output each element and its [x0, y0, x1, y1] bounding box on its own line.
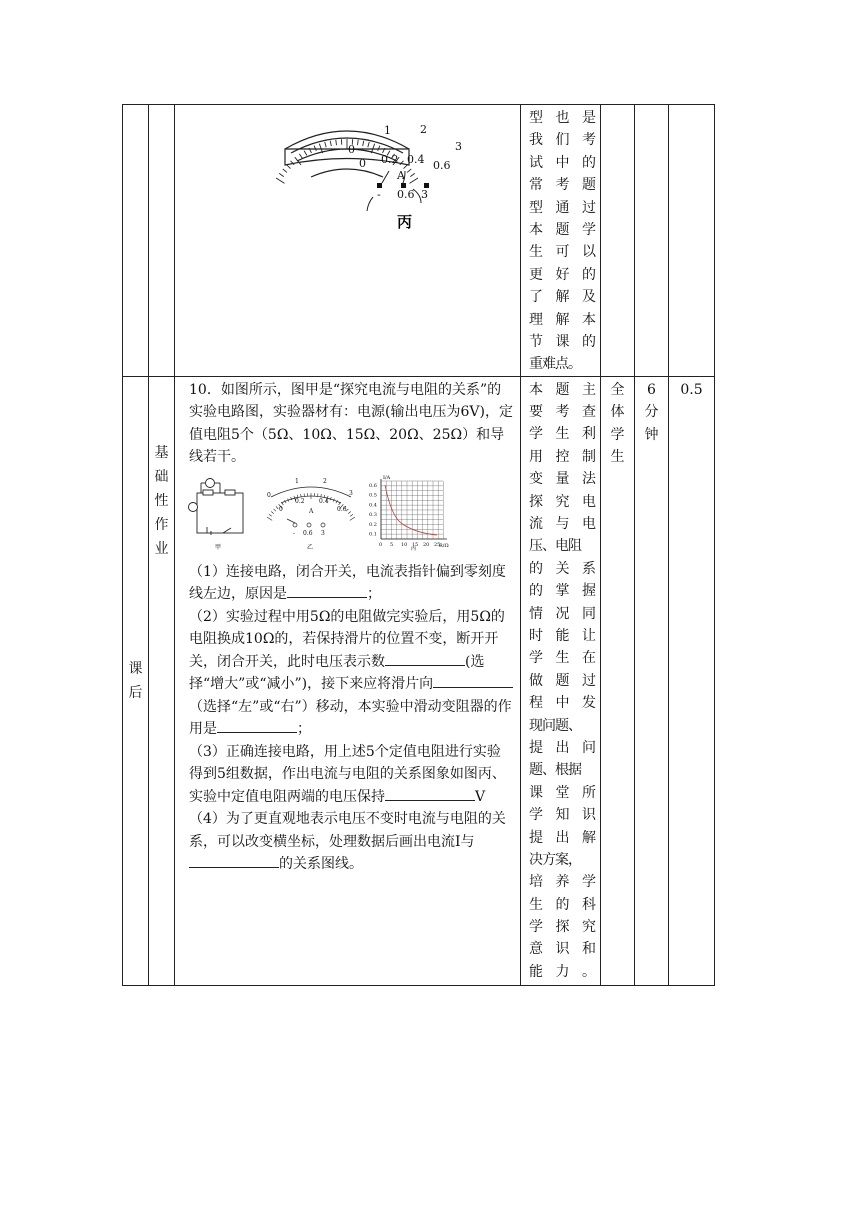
scale-tick: [409, 178, 417, 183]
intent-lower-line-19: 学 知 识: [529, 807, 596, 824]
intent-lower-line-5: 探 究 电: [529, 493, 596, 510]
intent-upper-line-11: 重难点。: [529, 356, 581, 373]
graph-x-tick: 5: [390, 541, 394, 548]
stage-cell-empty: [123, 105, 149, 377]
unit-label: A: [397, 169, 405, 182]
intent-text-lower: [529, 379, 596, 984]
q2-blank-1[interactable]: [385, 651, 465, 666]
time-char-2: 钟: [644, 426, 659, 443]
mini-terminal-0-6: 0.6: [303, 529, 313, 537]
scale-bottom-1: 0.2: [381, 153, 399, 166]
intent-lower-line-8: 的 关 系: [529, 560, 596, 577]
graph-y-tick: 0.4: [369, 502, 377, 509]
intent-lower-line-26: 能 力 。: [529, 963, 596, 980]
graph-y-tick: 0.6: [369, 482, 377, 489]
intent-lower-line-7: 压、电阻: [529, 538, 581, 555]
figure-caption-bing: 丙: [397, 213, 413, 231]
question-4: [183, 808, 514, 876]
mini-top-2: 2: [323, 477, 327, 485]
scale-tick: [276, 506, 278, 508]
mini-top-1: 1: [295, 477, 299, 485]
scale-tick: [407, 169, 411, 173]
scale-top-0: 0: [348, 143, 355, 156]
terminal-3: 3: [421, 188, 428, 201]
graph-y-label: I/A: [383, 474, 391, 481]
intent-lower-line-13: 做 题 过: [529, 672, 596, 689]
intent-lower-line-0: 本 题 主: [529, 381, 596, 398]
scale-tick: [336, 140, 337, 145]
scale-tick: [276, 178, 284, 183]
intent-cell-lower: [521, 376, 601, 985]
graph-y-tick: 0.5: [369, 492, 377, 499]
q3-blank[interactable]: [385, 786, 475, 801]
scale-tick: [274, 509, 276, 511]
q4-blank[interactable]: [189, 853, 279, 868]
ammeter-figure: [175, 105, 521, 245]
intent-lower-line-23: 生 的 科: [529, 896, 596, 913]
intent-upper-line-7: 更 好 的: [529, 266, 596, 283]
intent-lower-line-3: 用 控 制: [529, 448, 596, 465]
q3-text: （3）正确连接电路，用上述5个定值电阻进行实验得到5组数据，作出电流与电阻的关系图象如图丙、实验中定值电阻两端的电压保持: [189, 743, 506, 805]
graph-x-tick: 0: [379, 541, 383, 548]
intent-lower-line-9: 的 掌 握: [529, 583, 596, 600]
sub-char-2: 性: [154, 492, 169, 509]
q1-end: ；: [367, 586, 381, 603]
scale-tick: [267, 517, 272, 520]
scale-tick: [368, 142, 369, 147]
terminal-minus: -: [377, 188, 381, 201]
mini-bottom-3: 0.6: [337, 505, 347, 513]
intent-upper-line-1: 我 们 考: [529, 132, 596, 149]
scale-tick: [330, 141, 331, 146]
intent-upper-line-0: 型 也 是: [529, 110, 596, 126]
scale-tick: [350, 517, 355, 520]
intent-upper-line-4: 型 通 过: [529, 199, 596, 216]
scale-tick: [286, 165, 290, 169]
lesson-plan-table: [122, 104, 715, 986]
intent-upper-line-10: 节 课 的: [529, 333, 596, 350]
question-1: [183, 561, 514, 606]
target-char-2: 学: [610, 426, 625, 443]
q1-blank[interactable]: [287, 583, 367, 598]
mini-terminal-3: 3: [321, 529, 325, 537]
time-cell: [635, 376, 669, 985]
intent-lower-line-25: 意 识 和: [529, 941, 596, 958]
sub-char-3: 作: [154, 516, 169, 533]
scale-tick: [271, 511, 274, 513]
graph-y-tick: 0.3: [369, 511, 377, 518]
terminal-0-6: 0.6: [397, 188, 415, 201]
scale-tick: [410, 173, 414, 176]
intent-upper-line-2: 试 中 的: [529, 154, 596, 171]
target-char-0: 全: [610, 381, 625, 398]
q1-text: （1）连接电路，闭合开关，电流表指针偏到零刻度线左边，原因是: [189, 563, 506, 603]
mini-terminal-minus: -: [293, 529, 296, 537]
q2-blank-3[interactable]: [217, 718, 297, 733]
score-value: 0.5: [680, 381, 703, 398]
intent-text-upper: [529, 107, 596, 376]
time-cell-empty: [635, 105, 669, 377]
table-row-lower: [123, 376, 715, 985]
scale-top-1: 1: [384, 124, 391, 137]
intent-upper-line-3: 常 考 题: [529, 177, 596, 194]
target-cell: [601, 376, 635, 985]
scale-tick: [269, 514, 272, 516]
time-char-0: 6: [647, 381, 656, 398]
graph-x-tick: 10: [401, 541, 408, 548]
intent-lower-line-10: 情 况 同: [529, 605, 596, 622]
intent-lower-line-1: 要 考 查: [529, 404, 596, 421]
stage-char-0: 课: [128, 660, 143, 677]
intent-lower-line-15: 现问题、: [529, 717, 581, 734]
intent-upper-line-6: 生 可 以: [529, 244, 596, 261]
scale-tick: [348, 511, 351, 513]
question-2: [183, 606, 514, 741]
figure-caption-jia: 甲: [215, 543, 222, 551]
mini-bottom-0: 0: [279, 505, 283, 513]
stage-char-1: 后: [128, 684, 143, 701]
scale-tick: [325, 142, 326, 147]
intent-upper-line-5: 本 题 学: [529, 221, 596, 238]
question-intro: 10．如图所示，图甲是“探究电流与电阻的关系”的实验电路图，实验器材有：电源(输出电压为6V)，定值电阻5个（5Ω、10Ω、15Ω、20Ω、25Ω）和导线若干。: [189, 381, 513, 466]
scale-top-3: 3: [455, 140, 462, 153]
ammeter-mini: [265, 475, 357, 551]
mini-bottom-1: 0.2: [295, 497, 305, 505]
intent-lower-line-12: 学 生 在: [529, 650, 596, 667]
scale-bottom-0: 0: [359, 157, 366, 170]
circuit-diagram: [185, 475, 255, 551]
sub-category-cell: [149, 376, 175, 985]
intent-lower-line-17: 题、根据: [529, 762, 581, 779]
intent-lower-line-22: 培 养 学: [529, 874, 596, 891]
intent-lower-line-14: 程 中 发: [529, 695, 596, 712]
q2-text-a: （2）实验过程中用5Ω的电阻做完实验后，用5Ω的电阻换成10Ω的，若保持滑片的位置不变，断开开关，闭合开关，此时电压表示数: [189, 608, 505, 670]
question-cell: [175, 376, 521, 985]
sub-cell-empty: [149, 105, 175, 377]
intent-lower-line-24: 学 探 究: [529, 919, 596, 936]
graph-x-label: R/Ω: [439, 542, 449, 549]
scale-bottom-3: 0.6: [433, 159, 451, 172]
mini-top-3: 3: [349, 489, 353, 497]
q4-text: （4）为了更直观地表示电压不变时电流与电阻的关系，可以改变横坐标，处理数据后画出电流I与: [189, 811, 506, 850]
scale-tick: [350, 514, 353, 516]
intent-lower-line-2: 学 生 利: [529, 426, 596, 443]
graph-y-tick: 0.1: [369, 531, 377, 538]
q2-text-d: ；: [297, 721, 311, 738]
scale-tick: [283, 169, 287, 173]
sub-char-0: 基: [154, 444, 169, 461]
target-char-1: 体: [610, 404, 625, 421]
mini-bottom-2: 0.4: [319, 497, 329, 505]
mini-unit: A: [309, 507, 314, 515]
q3-unit: V: [475, 788, 486, 805]
graph-x-tick: 25: [434, 541, 441, 548]
question-figures: [183, 475, 514, 551]
scale-tick: [279, 173, 283, 176]
intent-upper-line-9: 理 解 本: [529, 311, 596, 328]
intent-lower-line-11: 时 能 让: [529, 627, 596, 644]
q4-end: 的关系图线。: [279, 856, 363, 873]
sub-char-1: 础: [154, 468, 169, 485]
target-char-3: 生: [610, 449, 625, 466]
question-3: [183, 741, 514, 809]
scale-tick: [363, 141, 364, 146]
mini-top-0: 0: [267, 491, 271, 499]
scale-top-2: 2: [420, 123, 427, 136]
intent-cell-upper: [521, 105, 601, 377]
intent-lower-line-20: 提 出 解: [529, 829, 596, 846]
time-char-1: 分: [644, 404, 659, 421]
scale-bottom-2: 0.4: [407, 153, 425, 166]
stage-cell: [123, 376, 149, 985]
q2-blank-2[interactable]: [433, 673, 513, 688]
intent-lower-line-6: 流 与 电: [529, 516, 596, 533]
score-cell-empty: [669, 105, 715, 377]
intent-upper-line-8: 了 解 及: [529, 289, 596, 306]
graph-x-tick: 15: [412, 541, 419, 548]
score-cell: [669, 376, 715, 985]
q2-text-b: (选择“增大”或“减小”)，接下来应将滑片向: [189, 653, 485, 693]
intent-lower-line-18: 课 堂 所: [529, 784, 596, 801]
scale-tick: [357, 140, 358, 145]
graph-x-tick: 20: [423, 541, 430, 548]
current-resistance-graph: [367, 475, 453, 551]
figure-cell: [175, 105, 521, 377]
figure-caption-bing-small: 丙: [411, 545, 417, 551]
sub-char-4: 业: [154, 540, 169, 557]
graph-y-tick: 0.2: [369, 521, 377, 528]
intent-lower-line-16: 提 出 问: [529, 739, 596, 756]
intent-lower-line-4: 变 量 法: [529, 471, 596, 488]
figure-caption-yi: 乙: [307, 543, 314, 551]
q2-text-c: （选择“左”或“右”）移动，本实验中滑动变阻器的作用是: [189, 698, 512, 738]
target-cell-empty: [601, 105, 635, 377]
intent-lower-line-21: 决方案，: [529, 851, 581, 868]
table-row-upper: [123, 105, 715, 377]
